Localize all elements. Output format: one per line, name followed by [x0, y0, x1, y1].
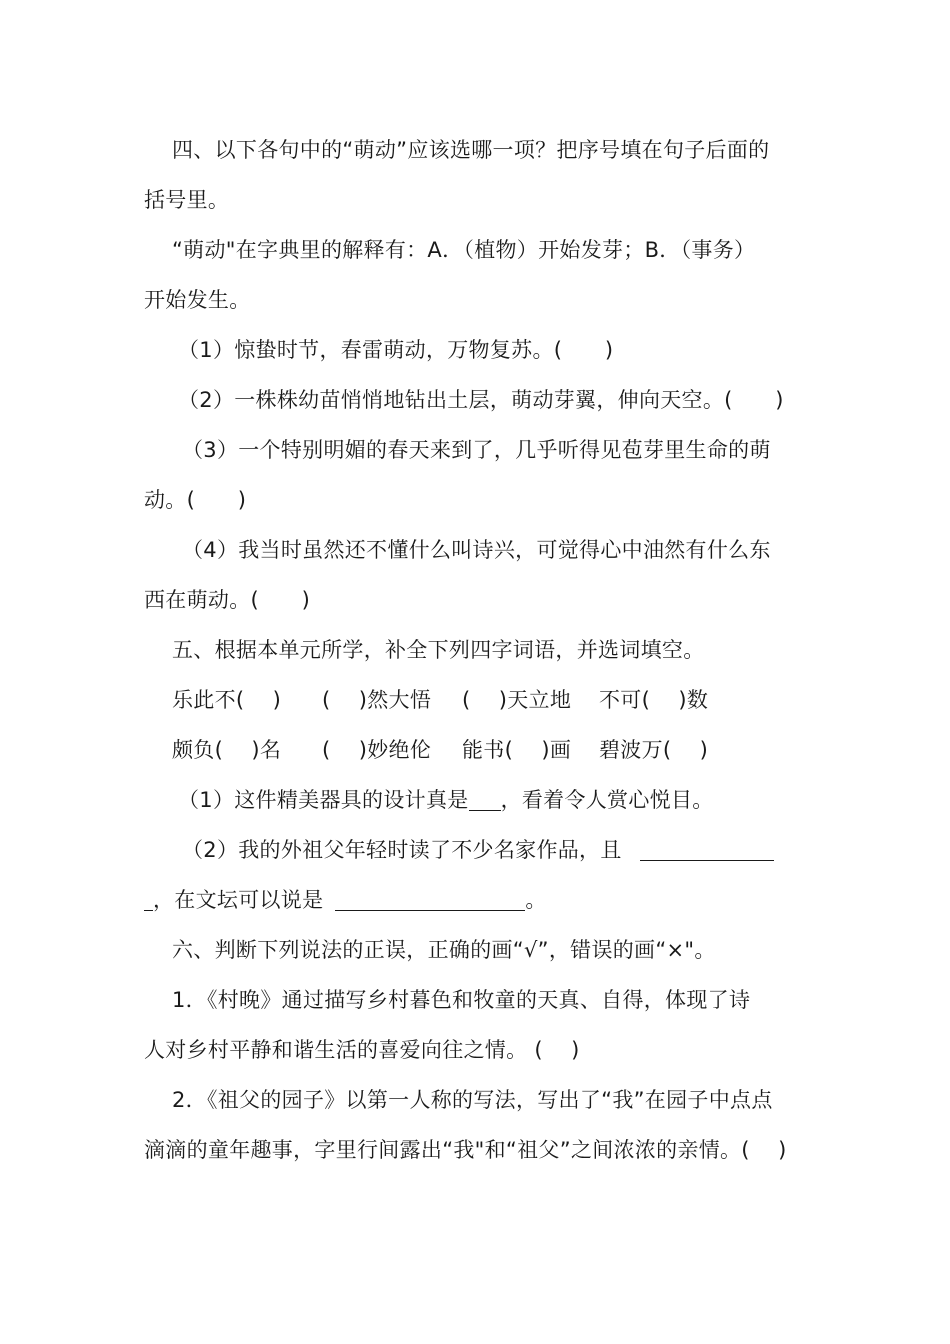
- judgement-item-1: 1．《村晚》通过描写乡村暮色和牧童的天真、自得，体现了诗: [172, 988, 751, 1012]
- word-item: ( )然大悟: [322, 688, 432, 712]
- answer-blank[interactable]: [640, 840, 774, 861]
- question-4-2: （2）一株株幼苗悄悄地钻出土层，萌动芽翼，伸向天空。( ): [178, 388, 784, 412]
- word-item: 碧波万( ): [599, 738, 709, 762]
- question-4-3: （3）一个特别明媚的春天来到了，几乎听得见苞芽里生命的萌: [182, 438, 771, 462]
- definition-text-cont: 开始发生。: [144, 288, 251, 312]
- judgement-item-1-cont: 人对乡村平静和谐生活的喜爱向往之情。 ( ): [144, 1038, 580, 1062]
- question-5-2-text-end: 。: [525, 888, 547, 912]
- judgement-item-2: 2．《祖父的园子》以第一人称的写法，写出了“我”在园子中点点: [172, 1088, 773, 1112]
- document-body: [144, 125, 808, 1175]
- question-4-1: （1）惊蛰时节，春雷萌动，万物复苏。( ): [178, 338, 614, 362]
- answer-blank[interactable]: [469, 790, 501, 811]
- word-item: 能书( )画: [462, 738, 572, 762]
- answer-blank[interactable]: [144, 890, 153, 911]
- question-5-1-text-end: ，看着令人赏心悦目。: [500, 788, 714, 812]
- question-5-2-cont: [144, 875, 808, 925]
- word-row-1: [144, 675, 808, 725]
- question-4-4-cont: 西在萌动。( ): [144, 588, 311, 612]
- section-6-heading: 六、判断下列说法的正误，正确的画“√”，错误的画“×"。: [172, 938, 716, 962]
- question-5-1: [144, 775, 808, 825]
- question-4-4: （4）我当时虽然还不懂什么叫诗兴，可觉得心中油然有什么东: [182, 538, 771, 562]
- word-item: 不可( )数: [599, 688, 709, 712]
- question-5-2-text-mid: ，在文坛可以说是: [153, 888, 324, 912]
- word-item: ( )妙绝伦: [322, 738, 432, 762]
- question-5-2-text: （2）我的外祖父年轻时读了不少名家作品，且: [182, 838, 622, 862]
- section-5-heading: 五、根据本单元所学，补全下列四字词语，并选词填空。: [172, 638, 705, 662]
- word-item: ( )天立地: [462, 688, 572, 712]
- question-4-3-cont: 动。( ): [144, 488, 247, 512]
- section-4-heading: 四、以下各句中的“萌动”应该选哪一项？把序号填在句子后面的: [172, 138, 770, 162]
- question-5-2: [144, 825, 808, 875]
- word-item: 颇负( )名: [172, 738, 282, 762]
- word-item: 乐此不( ): [172, 688, 282, 712]
- definition-text: “萌动"在字典里的解释有：A．（植物）开始发芽；B．（事务）: [172, 238, 756, 262]
- answer-blank[interactable]: [335, 890, 525, 911]
- judgement-item-2-cont: 滴滴的童年趣事，字里行间露出“我"和“祖父”之间浓浓的亲情。( ): [144, 1138, 787, 1162]
- question-5-1-text: （1）这件精美器具的设计真是: [178, 788, 469, 812]
- word-row-2: [144, 725, 808, 775]
- section-4-heading-cont: 括号里。: [144, 188, 230, 212]
